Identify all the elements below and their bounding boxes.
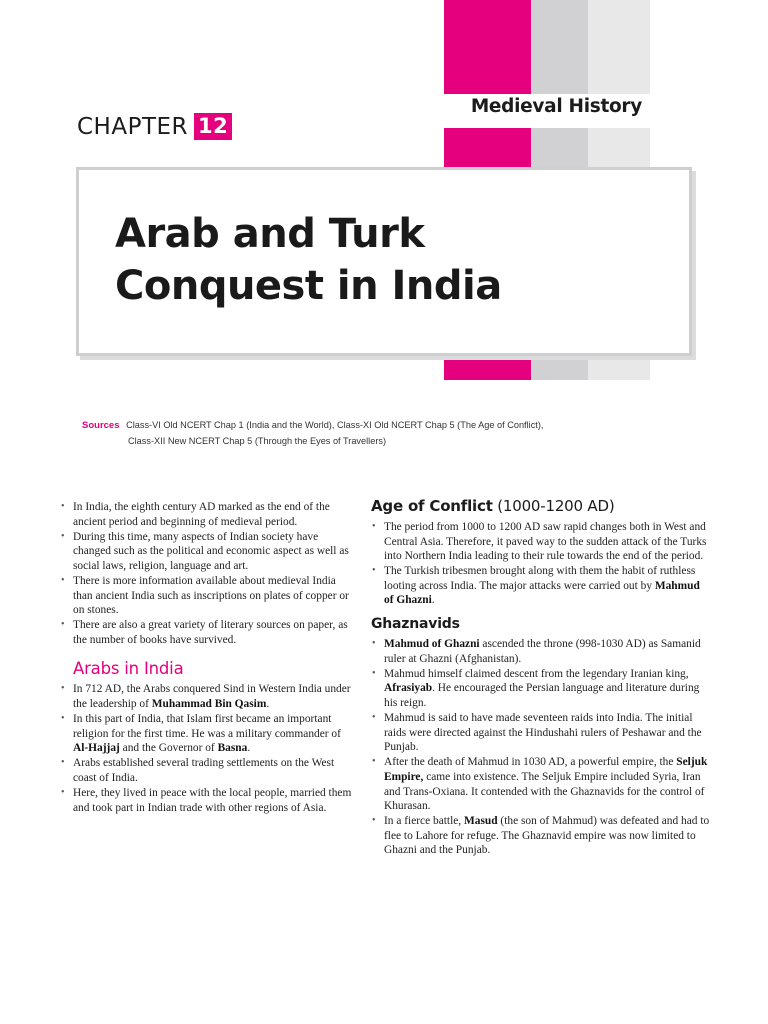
emphasis: Seljuk Empire, bbox=[384, 756, 708, 783]
emphasis: Afrasiyab bbox=[384, 682, 433, 695]
intro-list bbox=[60, 500, 356, 647]
list-item: • Arabs established several trading settlements on the West coast of India. bbox=[60, 756, 356, 785]
text: . bbox=[266, 698, 270, 711]
source-2-book: Class-XI Old NCERT Chap 5 bbox=[336, 420, 455, 430]
list-item bbox=[60, 712, 356, 756]
subject-label: Medieval History bbox=[470, 96, 642, 117]
list-item: • Mahmud is said to have made seventeen raids into India. The initial raids were directed against the Hindushahi rulers of Peshawar and the Punjab. bbox=[371, 711, 711, 755]
list-item: • The period from 1000 to 1200 AD saw rapid changes both in West and Central Asia. Therefore, it paved way to the sudden attack of the Turks into Northern India leading to their rule towards the end of the period. bbox=[371, 520, 711, 564]
chapter-word: CHAPTER bbox=[77, 113, 189, 140]
ghaznavids-heading: Ghaznavids bbox=[371, 616, 460, 633]
source-3-desc: (Through the Eyes of Travellers) bbox=[254, 435, 387, 446]
list-item bbox=[60, 682, 356, 711]
text: . bbox=[431, 594, 435, 607]
sources-label: Sources bbox=[82, 420, 120, 431]
text: . He encouraged the Persian language and literature during his reign. bbox=[384, 682, 700, 709]
arabs-heading: Arabs in India bbox=[73, 659, 184, 679]
list-item bbox=[371, 564, 711, 608]
emphasis: Al-Hajjaj bbox=[73, 742, 120, 755]
page-title bbox=[115, 208, 675, 312]
text: and the Governor of bbox=[119, 742, 218, 755]
text: In a fierce battle, bbox=[384, 815, 465, 828]
age-of-conflict-heading bbox=[371, 497, 711, 515]
text: . bbox=[247, 742, 251, 755]
list-item bbox=[371, 667, 711, 711]
list-item bbox=[371, 755, 711, 813]
emphasis: Muhammad Bin Qasim bbox=[151, 698, 267, 711]
emphasis: Mahmud of Ghazni bbox=[384, 638, 480, 651]
list-item: • During this time, many aspects of Indian society have changed such as the political and economic aspect as well as social laws, religion, language and art. bbox=[60, 530, 356, 574]
source-1-book: Class-VI Old NCERT Chap 1 bbox=[126, 420, 244, 430]
conflict-list bbox=[371, 520, 711, 608]
title-line-2: Conquest in India bbox=[115, 263, 502, 309]
emphasis: Basna bbox=[217, 742, 248, 755]
list-item: • There are also a great variety of literary sources on paper, as the number of books have survived. bbox=[60, 618, 356, 647]
heading-text: Age of Conflict bbox=[371, 497, 493, 515]
source-3-book: Class-XII New NCERT Chap 5 bbox=[128, 435, 253, 446]
list-item: • In India, the eighth century AD marked as the end of the ancient period and beginning of medieval period. bbox=[60, 500, 356, 529]
text: ascended the throne (998-1030 AD) as Samanid ruler at Ghazni (Afghanistan). bbox=[384, 638, 701, 665]
right-column bbox=[371, 497, 711, 858]
sources-block bbox=[82, 418, 642, 448]
heading-dates: (1000-1200 AD) bbox=[497, 497, 615, 515]
emphasis: Masud bbox=[464, 815, 498, 828]
text: In 712 AD, the Arabs conquered Sind in Western India under the leadership of bbox=[73, 683, 351, 711]
chapter-number-badge: 12 bbox=[194, 113, 232, 140]
text: (the son of Mahmud) was defeated and had to flee to Lahore for refuge. The Ghaznavid empire was now limited to Ghazni and the Punjab. bbox=[384, 815, 710, 857]
title-line-1: Arab and Turk bbox=[115, 211, 425, 257]
source-1-desc: (India and the World), bbox=[246, 420, 335, 430]
emphasis: Mahmud of Ghazni bbox=[384, 579, 700, 607]
left-column bbox=[60, 500, 356, 816]
text: In this part of India, that Islam first became an important religion for the first time. He was a military commander of bbox=[73, 713, 341, 740]
text: After the death of Mahmud in 1030 AD, a powerful empire, the bbox=[384, 756, 677, 769]
list-item: • Here, they lived in peace with the local people, married them and took part in Indian trade with other regions of Asia. bbox=[60, 786, 356, 815]
list-item bbox=[371, 637, 711, 666]
text: The Turkish tribesmen brought along with them the habit of ruthless looting across India. The major attacks were carried out by bbox=[384, 565, 696, 592]
chapter-label bbox=[77, 113, 232, 140]
title-box bbox=[76, 167, 692, 356]
text: came into existence. The Seljuk Empire included Syria, Iran and Trans-Oxiana. It contended with the Ghaznavids for the control of Khurasan. bbox=[384, 770, 705, 813]
list-item bbox=[371, 814, 711, 858]
text: Mahmud himself claimed descent from the legendary Iranian king, bbox=[384, 667, 689, 680]
ghaznavids-list bbox=[371, 637, 711, 858]
source-2-desc: (The Age of Conflict), bbox=[457, 420, 544, 430]
arabs-list bbox=[60, 682, 356, 815]
list-item: • There is more information available about medieval India than ancient India such as inscriptions on plates of copper or on stones. bbox=[60, 574, 356, 618]
